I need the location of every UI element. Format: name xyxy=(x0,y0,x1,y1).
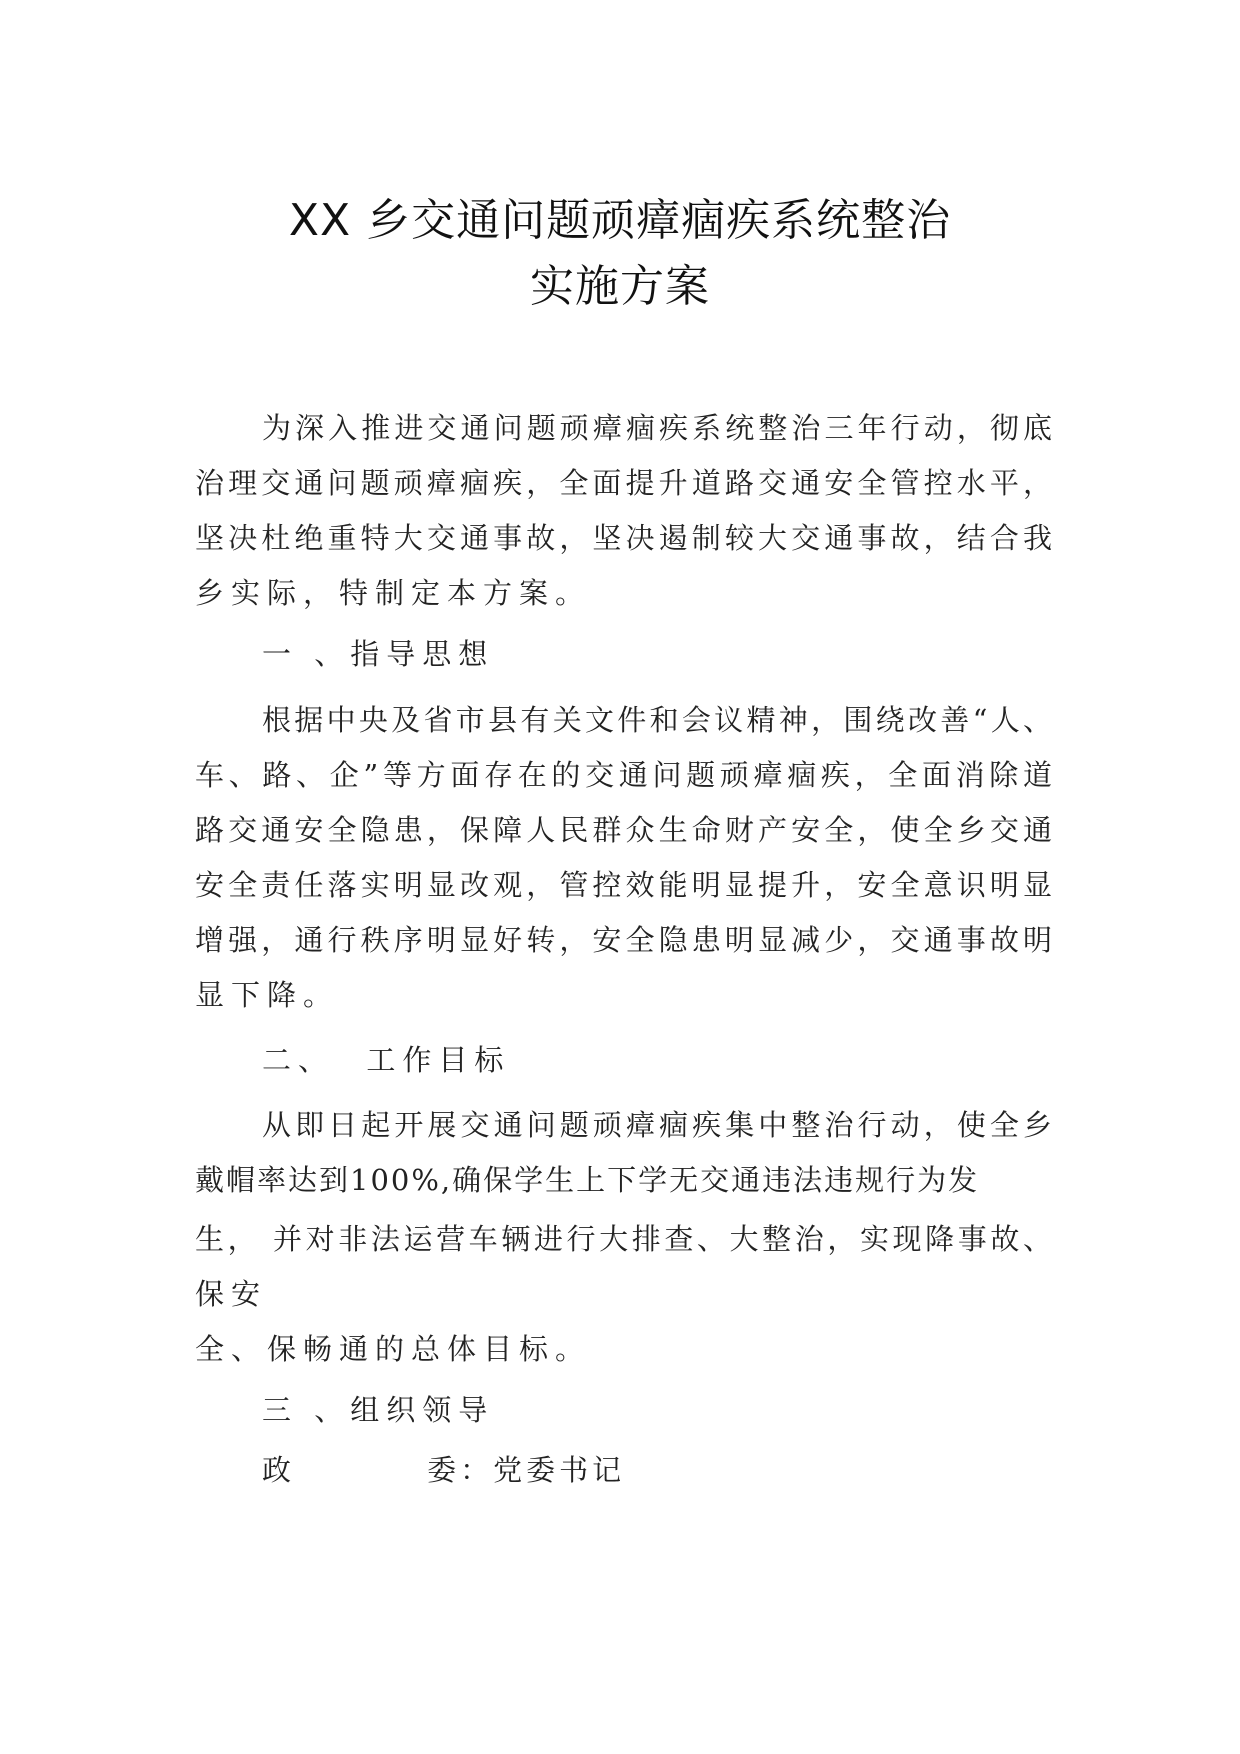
intro-line-4: 乡实际，特制定本方案。 xyxy=(195,576,592,610)
section1-line-1: 根据中央及省市县有关文件和会议精神，围绕改善“人、 xyxy=(262,703,1052,737)
intro-line-1: 为深入推进交通问题顽瘴痼疾系统整治三年行动，彻底 xyxy=(262,411,1052,445)
intro-line-2: 治理交通问题顽瘴痼疾，全面提升道路交通安全管控水平， xyxy=(195,466,1052,500)
section1-line-3: 路交通安全隐患，保障人民群众生命财产安全，使全乡交通 xyxy=(195,813,1052,847)
section2-line-5: 全、保畅通的总体目标。 xyxy=(195,1332,592,1366)
section1-line-5: 增强，通行秩序明显好转，安全隐患明显减少，交通事故明 xyxy=(195,923,1052,957)
section2-line-2: 戴帽率达到100%,确保学生上下学无交通违法违规行为发 xyxy=(195,1163,980,1197)
section3-heading: 三 、组织领导 xyxy=(262,1393,495,1427)
section2-line-1: 从即日起开展交通问题顽瘴痼疾集中整治行动，使全乡 xyxy=(262,1108,1052,1142)
section1-line-6: 显下降。 xyxy=(195,978,340,1012)
document-title-line2: 实施方案 xyxy=(530,261,710,312)
section2-line-4: 保安 xyxy=(195,1277,268,1311)
document-title-line1: XX 乡交通问题顽瘴痼疾系统整治 xyxy=(288,195,952,246)
section1-line-4: 安全责任落实明显改观，管控效能明显提升，安全意识明显 xyxy=(195,868,1052,902)
section3-line-1: 政 委：党委书记 xyxy=(262,1453,626,1487)
intro-line-3: 坚决杜绝重特大交通事故，坚决遏制较大交通事故，结合我 xyxy=(195,521,1052,555)
section2-heading: 二、 工作目标 xyxy=(262,1043,511,1077)
section2-line-3: 生， 并对非法运营车辆进行大排查、大整治，实现降事故、 xyxy=(195,1222,1052,1256)
section1-line-2: 车、路、企”等方面存在的交通问题顽瘴痼疾，全面消除道 xyxy=(195,758,1052,792)
section1-heading: 一 、指导思想 xyxy=(262,637,495,671)
